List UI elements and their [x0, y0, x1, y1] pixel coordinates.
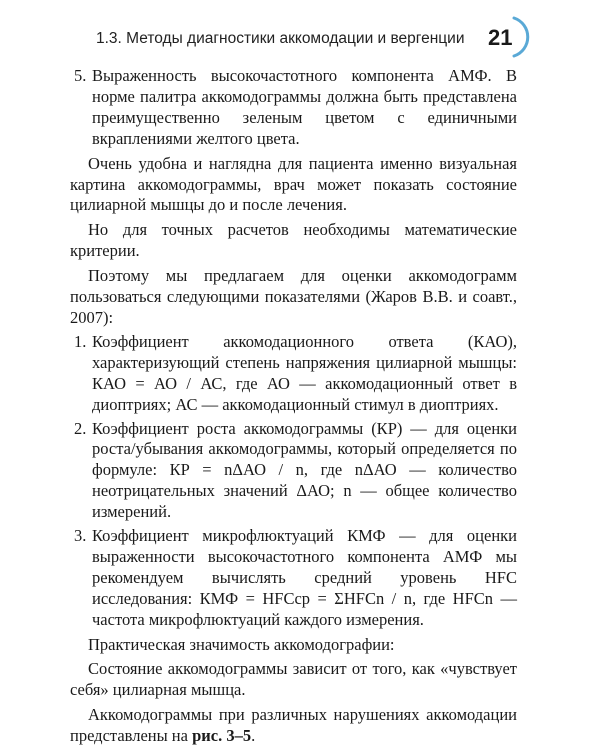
paragraph-end: .: [251, 726, 256, 746]
list-item-number: 1.: [74, 331, 87, 351]
page-header: [0, 0, 600, 70]
page-body: [70, 66, 517, 747]
paragraph: Но для точных расчетов необходимы математические критерии.: [70, 220, 517, 261]
list-item-number: 2.: [74, 418, 87, 438]
list-item-number: 5.: [74, 66, 87, 85]
paragraph-figure-ref: [70, 705, 517, 747]
list-item: [70, 332, 517, 416]
list-item: [70, 419, 517, 524]
list-item-text: Коэффициент роста аккомодограммы (КР) — для оценки роста/убывания аккомодограммы, который определяется по формуле: КР = nΔАО / n, где nΔАО — количество неотрицательных значений ΔАО; n — общее количество измерений.: [92, 418, 517, 522]
list-item-number: 3.: [74, 526, 87, 546]
list-item: [70, 526, 517, 631]
list-item-text: Коэффициент микрофлюктуаций КМФ — для оценки выраженности высокочастотного компонента АМФ мы рекомендуем вычислять средний уровень HFC исследования: КМФ = HFCср = ΣHFCn / n, где HFCn — частота микрофлюктуаций каждого измерения.: [92, 526, 517, 629]
list-item-text: Коэффициент аккомодационного ответа (КАО), характеризующий степень напряжения цилиарной мышцы: КАО = АО / АС, где АО — аккомодационный ответ в диоптриях; АС — аккомодационный стимул в диоптриях.: [92, 331, 517, 414]
paragraph-text: Аккомодограммы при различных нарушениях аккомодации представлены на: [70, 705, 517, 746]
paragraph: Очень удобна и наглядна для пациента именно визуальная картина аккомодограммы, врач может показать состояние цилиарной мышцы до и после лечения.: [70, 153, 517, 215]
list-item-5: [70, 66, 517, 150]
figure-reference: рис. 3–5: [192, 726, 252, 746]
running-title: 1.3. Методы диагностики аккомодации и вергенции: [96, 30, 465, 47]
list-item-text: Выраженность высокочастотного компонента АМФ. В норме палитра аккомодограммы должна быть представлена преимущественно зеленым цветом с единичными вкраплениями желтого цвета.: [92, 66, 517, 148]
paragraph: Состояние аккомодограммы зависит от того, как «чувствует себя» цилиарная мышца.: [70, 659, 517, 700]
paragraph: Поэтому мы предлагаем для оценки аккомодограмм пользоваться следующими показателями (Жаров В.В. и соавт., 2007):: [70, 266, 517, 327]
criteria-list: [70, 332, 517, 631]
page-number: 21: [488, 25, 513, 50]
paragraph: Практическая значимость аккомодографии:: [88, 634, 395, 654]
